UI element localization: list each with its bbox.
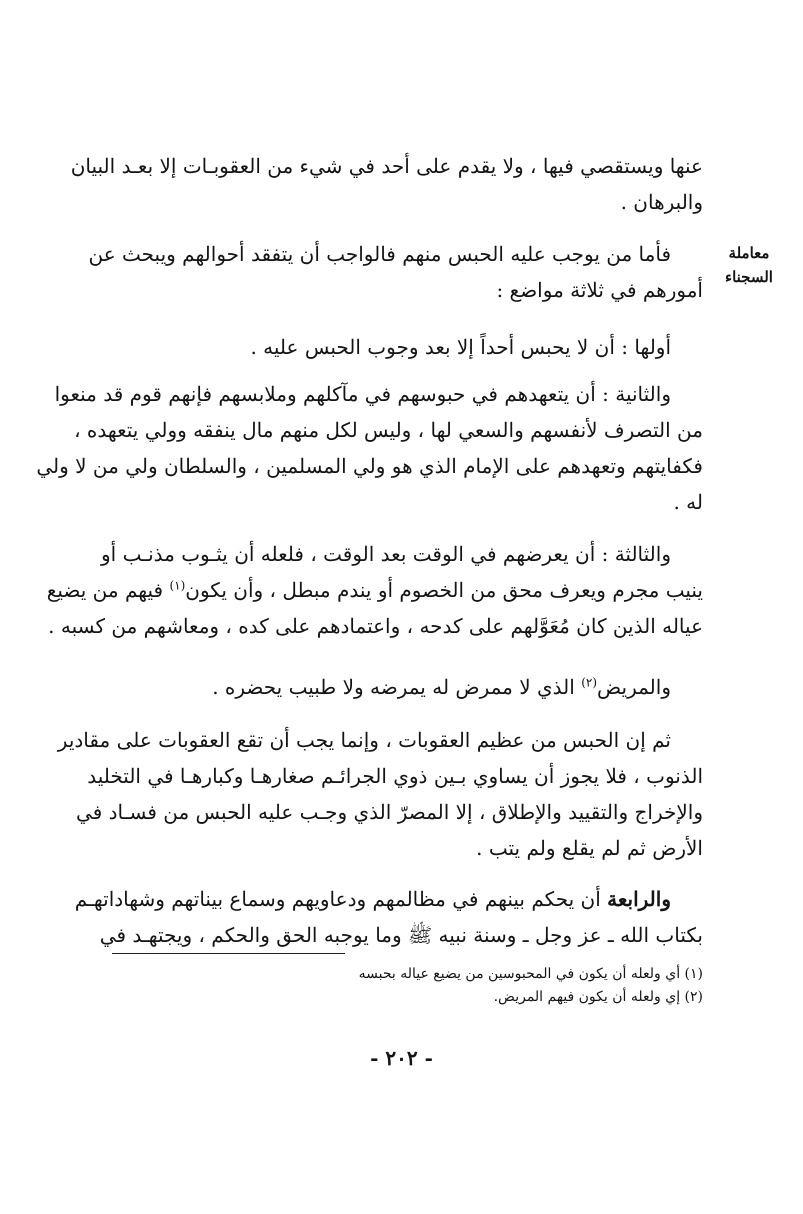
text-line: ثم إن الحبس من عظيم العقوبات ، وإنما يجب أن تقع العقوبات على مقادير — [57, 728, 671, 752]
text-line: والإخراج والتقييد والإطلاق ، إلا المصرّ الذي وجـب عليه الحبس من فسـاد في — [76, 800, 703, 824]
paragraph — [46, 540, 703, 648]
paragraph — [74, 885, 703, 957]
text-line: من التصرف لأنفسهم والسعي لها ، وليس لكل منهم مال ينفقه وولي يتعهده ، — [74, 418, 703, 442]
text-line: بكتاب الله ـ عز وجل ـ وسنة نبيه ﷺ وما يوجبه الحق والحكم ، ويجتهـد في — [99, 923, 703, 947]
margin-note-line: معاملة — [728, 244, 770, 262]
text-line: فكفايتهم وتعهدهم على الإمام الذي هو ولي المسلمين ، والسلطان ولي من لا ولي — [36, 454, 703, 478]
footnote: (١) أي ولعله أن يكون في المحبوسين من يضيع عياله بحبسه — [358, 966, 703, 982]
text-line — [74, 885, 703, 921]
text-segment: أن يحكم بينهم في مظالمهم ودعاويهم وسماع بيناتهم وشهاداتهـم — [74, 887, 601, 911]
text-line — [46, 576, 703, 612]
margin-note-line: السجناء — [725, 268, 773, 286]
text-segment: ينيب مجرم ويعرف محق من الخصوم أو يندم مبطل ، وأن يكون — [185, 578, 703, 602]
text-line: والثالثة : أن يعرضهم في الوقت بعد الوقت ، فلعله أن يثـوب مذنـب أو — [101, 542, 671, 566]
text-segment: الذي لا ممرض له يمرضه ولا طبيب يحضره . — [212, 675, 575, 699]
text-line: الأرض ثم لم يقلع ولم يتب . — [476, 836, 703, 860]
text-line: له . — [673, 490, 703, 514]
text-line: عنها ويستقصي فيها ، ولا يقدم على أحد في شيء من العقوبـات إلا بعـد البيان — [70, 154, 703, 178]
footnote-marker: (١) — [169, 578, 186, 593]
text-line: عياله الذين كان مُعَوَّلهم على كدحه ، واعتمادهم على كده ، ومعاشهم من كسبه . — [48, 614, 703, 638]
paragraph — [36, 380, 703, 524]
text-line: أولها : أن لا يحبس أحداً إلا بعد وجوب الحبس عليه . — [250, 335, 671, 359]
text-line: الذنوب ، فلا يجوز أن يساوي بـين ذوي الجرائـم صغارهـا وكبارهـا في التخليد — [87, 764, 703, 788]
page-number: - ٢٠٢ - — [370, 1046, 433, 1070]
text-line: أمورهم في ثلاثة مواضع : — [496, 278, 703, 302]
paragraph — [57, 726, 703, 870]
paragraph — [133, 333, 703, 369]
paragraph — [70, 152, 703, 224]
margin-note — [719, 241, 779, 289]
footnote-divider — [112, 953, 345, 954]
paragraph — [88, 240, 703, 312]
text-segment: والمريض — [597, 675, 671, 699]
text-line: فأما من يوجب عليه الحبس منهم فالواجب أن يتفقد أحوالهم ويبحث عن — [88, 242, 671, 266]
paragraph — [133, 673, 703, 709]
bold-lead: والرابعة — [607, 887, 671, 911]
text-line: والثانية : أن يتعهدهم في حبوسهم في مآكلهم وملابسهم فإنهم قوم قد منعوا — [54, 382, 671, 406]
text-line — [133, 673, 703, 709]
footnote: (٢) إي ولعله أن يكون فيهم المريض. — [493, 989, 703, 1005]
footnote-marker: (٢) — [581, 675, 598, 690]
text-line: والبرهان . — [620, 190, 703, 214]
text-segment: فيهم من يضيع — [46, 578, 164, 602]
